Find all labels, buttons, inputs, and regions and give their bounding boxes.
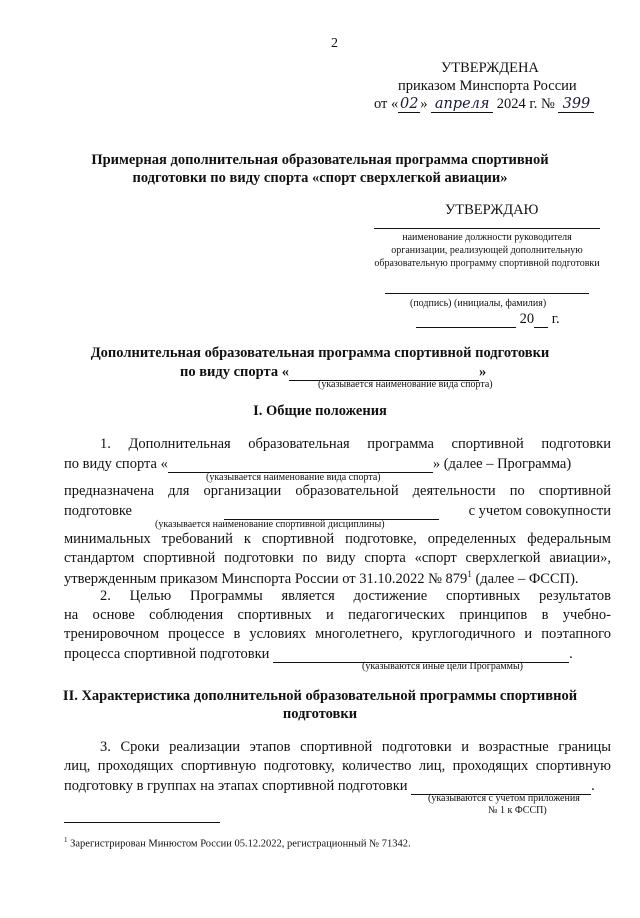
approve-position-line: [374, 228, 600, 229]
p3-caption-2: № 1 к ФССП): [488, 805, 547, 816]
p1-order-text: утвержденным приказом Минспорта России от 31.10.2022 № 879: [64, 570, 468, 587]
approval-date-line: [374, 96, 594, 113]
section2-heading-line1: II. Характеристика дополнительной образовательной программы спортивной: [62, 688, 578, 704]
p2-line2: на основе соблюдения спортивных и педагогических принципов в учебно-: [64, 607, 611, 623]
approve-caption-3: образовательную программу спортивной подготовки: [374, 258, 600, 269]
footnote-text: Зарегистрирован Минюстом России 05.12.2022, регистрационный № 71342.: [70, 838, 411, 850]
doc-title-line1: Примерная дополнительная образовательная программа спортивной: [91, 152, 549, 168]
approval-order-line: приказом Минспорта России: [398, 78, 577, 94]
approval-month: апреля: [431, 96, 493, 113]
p2-caption: (указываются иные цели Программы): [362, 661, 524, 672]
footnote-separator: [64, 822, 220, 823]
p3-caption-1: (указываются с учетом приложения: [428, 793, 580, 804]
p1-line4: [64, 502, 611, 520]
p1-line2: [64, 455, 571, 473]
approval-from: от «: [374, 96, 399, 112]
p3-line2: лиц, проходящих спортивную подготовку, количество лиц, проходящих спортивную: [64, 758, 611, 774]
p1-discipline-prefix: подготовке: [64, 503, 132, 519]
p1-order-suffix: (далее – ФССП).: [475, 570, 579, 587]
p1-caption-discipline: (указывается наименование спортивной дисциплины): [155, 519, 385, 530]
approve-year-prefix: 20: [519, 311, 535, 327]
approve-caption-1: наименование должности руководителя: [402, 232, 572, 243]
p1-sport-blank: [168, 455, 433, 473]
approval-quote-close: »: [420, 96, 428, 112]
p1-discipline-blank: [224, 502, 439, 520]
p1-line3: предназначена для организации образовательной деятельности по спортивной: [64, 483, 611, 499]
approval-number: 399: [558, 96, 594, 113]
footnote-mark: 1: [64, 836, 68, 844]
p3-line1: 3. Сроки реализации этапов спортивной подготовки и возрастные границы: [100, 739, 611, 755]
approve-year-blank: [534, 310, 548, 328]
p1-line6: стандартом спортивной подготовки по виду спорта «спорт сверхлегкой авиации»,: [64, 550, 611, 566]
doc-title-line2: подготовки по виду спорта «спорт сверхлегкой авиации»: [132, 170, 508, 186]
page-number: 2: [331, 36, 338, 51]
p2-line3: тренировочном процессе в условиях многолетнего, круглогодичного и поэтапного: [64, 626, 611, 642]
approval-day: 02: [400, 96, 419, 112]
p1-line7: [64, 569, 579, 588]
approve-signature-line: [385, 293, 589, 294]
approve-date-blank: [416, 310, 516, 328]
approval-year: 2024 г. №: [496, 96, 555, 112]
approval-title: УТВЕРЖДЕНА: [441, 60, 539, 76]
p1-discipline-suffix: с учетом совокупности: [468, 503, 611, 519]
p2-goal-prefix: процесса спортивной подготовки: [64, 646, 270, 662]
p1-sport-prefix: по виду спорта «: [64, 456, 168, 472]
p3-stage-prefix: подготовку в группах на этапах спортивной подготовки: [64, 778, 408, 794]
p2-goal-suffix: .: [569, 646, 573, 662]
p2-line1: 2. Целью Программы является достижение спортивных результатов: [100, 588, 611, 604]
p3-stage-suffix: .: [591, 778, 595, 794]
approve-caption-2: организации, реализующей дополнительную: [391, 245, 583, 256]
program-title-caption: (указывается наименование вида спорта): [318, 379, 493, 390]
footnote: [64, 836, 411, 850]
p1-line5: минимальных требований к спортивной подготовке, определенных федеральным: [64, 531, 611, 547]
program-title-prefix: по виду спорта «: [180, 364, 289, 380]
approve-sign-caption: (подпись) (инициалы, фамилия): [410, 298, 547, 309]
approve-title: УТВЕРЖДАЮ: [445, 202, 539, 218]
p1-caption-sport: (указывается наименование вида спорта): [206, 472, 381, 483]
section1-heading: I. Общие положения: [253, 403, 387, 419]
section2-heading-line2: подготовки: [282, 706, 358, 722]
program-title-suffix: »: [478, 364, 487, 380]
p1-footnote-ref: 1: [467, 569, 472, 579]
p1-sport-suffix: » (далее – Программа): [432, 456, 572, 472]
program-title-line1: Дополнительная образовательная программа спортивной подготовки: [90, 345, 550, 361]
p1-line1: 1. Дополнительная образовательная программа спортивной подготовки: [100, 436, 611, 452]
approve-date-line: [416, 310, 560, 328]
approve-year-suffix: г.: [551, 311, 560, 327]
